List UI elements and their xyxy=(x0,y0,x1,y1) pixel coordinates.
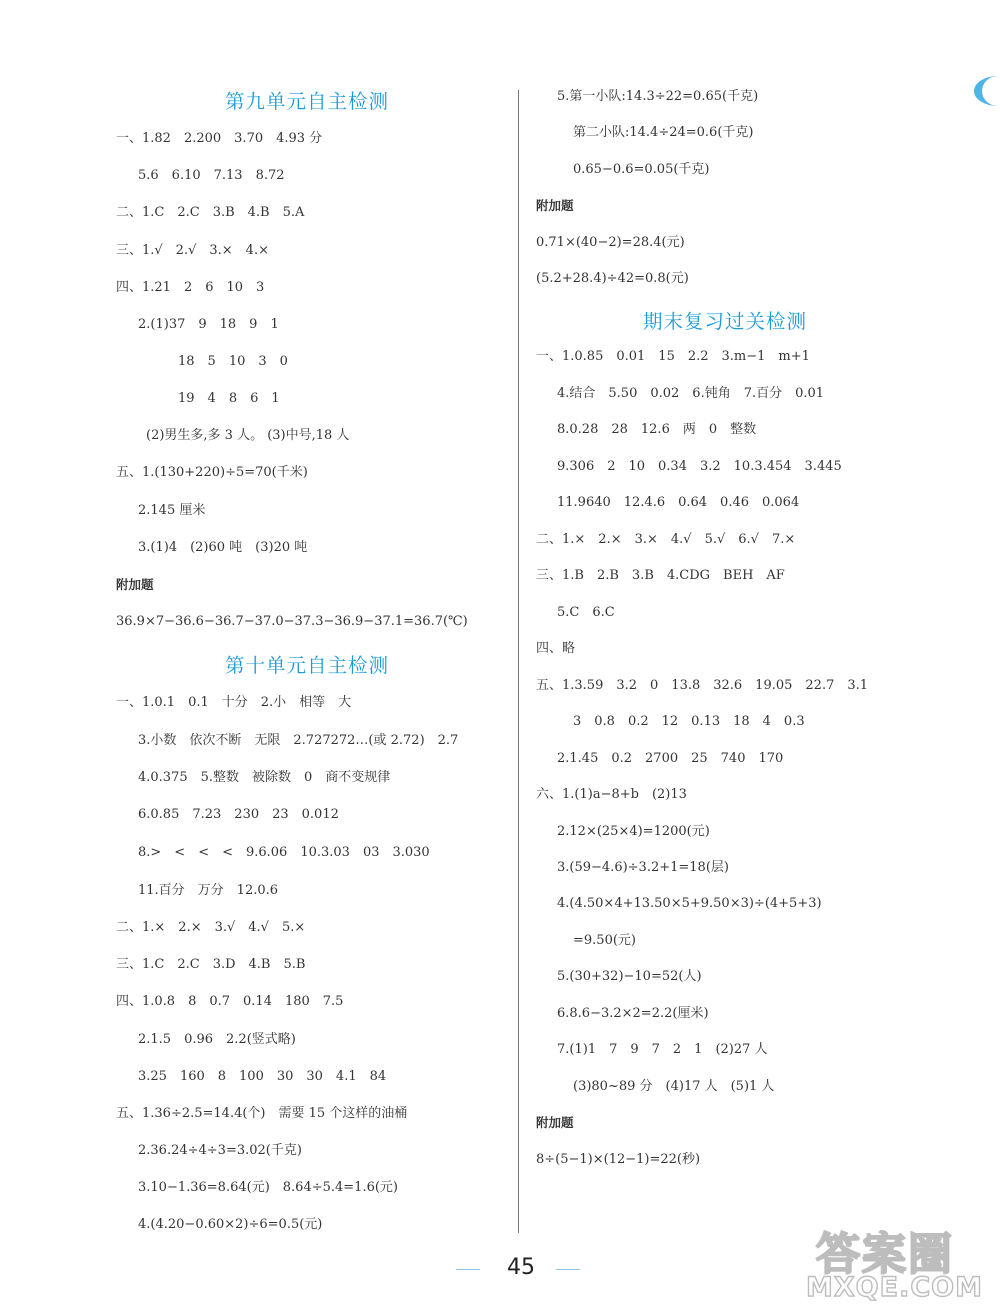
answer-line: 8÷(5−1)×(12−1)=22(秒) xyxy=(536,1152,701,1167)
answer-line: 四、略 xyxy=(536,641,576,656)
page-number: 45 xyxy=(507,1255,535,1280)
answer-line: (3)80~89 分 (4)17 人 (5)1 人 xyxy=(573,1079,775,1094)
watermark-glyphs: 答案圈 xyxy=(816,1229,954,1280)
answer-line: 5.6 6.10 7.13 8.72 xyxy=(138,168,285,183)
section-title-final-review: 期末复习过关检测 xyxy=(643,310,808,333)
section-title-unit10: 第十单元自主检测 xyxy=(225,654,390,677)
answer-line: 三、1.B 2.B 3.B 4.CDG BEH AF xyxy=(536,568,785,583)
answer-line: 二、1.C 2.C 3.B 4.B 5.A xyxy=(116,205,305,220)
answer-line: 2.1.5 0.96 2.2(竖式略) xyxy=(138,1032,296,1047)
answer-line: 2.(1)37 9 18 9 1 xyxy=(138,317,279,332)
answer-line: 3.小数 依次不断 无限 2.727272…(或 2.72) 2.7 xyxy=(138,733,459,748)
watermark-url: MXQE.COM xyxy=(806,1272,983,1303)
answer-line: 6.8.6−3.2×2=2.2(厘米) xyxy=(557,1006,709,1021)
answer-line: 5.C 6.C xyxy=(557,605,615,620)
answer-line: 0.65−0.6=0.05(千克) xyxy=(573,162,710,177)
answer-line: 三、1.√ 2.√ 3.× 4.× xyxy=(116,243,269,258)
answer-line: 二、1.× 2.× 3.× 4.√ 5.√ 6.√ 7.× xyxy=(536,532,796,547)
column-divider xyxy=(518,90,519,1233)
answer-line: 3.10−1.36=8.64(元) 8.64÷5.4=1.6(元) xyxy=(138,1180,398,1195)
answer-line: 8.0.28 28 12.6 两 0 整数 xyxy=(557,422,757,437)
bonus-heading: 附加题 xyxy=(116,577,154,592)
answer-line: 四、1.0.8 8 0.7 0.14 180 7.5 xyxy=(116,994,344,1009)
answer-line: 一、1.0.1 0.1 十分 2.小 相等 大 xyxy=(116,695,352,710)
answer-line: 2.145 厘米 xyxy=(138,503,206,518)
answer-line: 19 4 8 6 1 xyxy=(178,391,280,406)
answer-line: 二、1.× 2.× 3.√ 4.√ 5.× xyxy=(116,920,306,935)
answer-line: (2)男生多,多 3 人。 (3)中号,18 人 xyxy=(146,428,350,443)
answer-line: 五、1.3.59 3.2 0 13.8 32.6 19.05 22.7 3.1 xyxy=(536,678,869,693)
answer-line: 3 0.8 0.2 12 0.13 18 4 0.3 xyxy=(573,714,805,729)
bonus-heading: 附加题 xyxy=(536,198,574,213)
answer-line: 3.(59−4.6)÷3.2+1=18(层) xyxy=(557,860,729,875)
footer-dash-right xyxy=(556,1269,580,1270)
answer-line: 一、1.82 2.200 3.70 4.93 分 xyxy=(116,131,323,146)
answer-line: 五、1.(130+220)÷5=70(千米) xyxy=(116,465,308,480)
answer-line: 5.第一小队:14.3÷22=0.65(千克) xyxy=(557,89,759,104)
answer-line: 2.1.45 0.2 2700 25 740 170 xyxy=(557,751,784,766)
answer-line: 11.9640 12.4.6 0.64 0.46 0.064 xyxy=(557,495,800,510)
answer-line: 4.(4.20−0.60×2)÷6=0.5(元) xyxy=(138,1217,323,1232)
answer-line: 7.(1)1 7 9 7 2 1 (2)27 人 xyxy=(557,1042,768,1057)
answer-line: 第二小队:14.4÷24=0.6(千克) xyxy=(573,125,754,140)
watermark-logo xyxy=(806,1218,986,1306)
answer-line: 五、1.36÷2.5=14.4(个) 需要 15 个这样的油桶 xyxy=(116,1106,408,1121)
answer-line: 2.36.24÷4÷3=3.02(千克) xyxy=(138,1143,302,1158)
answer-line: 三、1.C 2.C 3.D 4.B 5.B xyxy=(116,957,306,972)
answer-line: 8.> < < < 9.6.06 10.3.03 03 3.030 xyxy=(138,845,430,860)
answer-line: 3.25 160 8 100 30 30 4.1 84 xyxy=(138,1069,387,1084)
answer-line: 36.9×7−36.6−36.7−37.0−37.3−36.9−37.1=36.7(℃) xyxy=(116,614,468,629)
corner-decoration-arc xyxy=(974,76,1000,106)
answer-line: =9.50(元) xyxy=(573,933,636,948)
footer-dash-left xyxy=(456,1269,480,1270)
answer-line: 四、1.21 2 6 10 3 xyxy=(116,280,265,295)
answer-line: 六、1.(1)a−8+b (2)13 xyxy=(536,787,687,802)
answer-line: 6.0.85 7.23 230 23 0.012 xyxy=(138,807,339,822)
answer-line: 18 5 10 3 0 xyxy=(178,354,288,369)
answer-line: 0.71×(40−2)=28.4(元) xyxy=(536,235,685,250)
answer-line: 4.结合 5.50 0.02 6.钝角 7.百分 0.01 xyxy=(557,386,825,401)
bonus-heading: 附加题 xyxy=(536,1115,574,1130)
answer-line: 4.0.375 5.整数 被除数 0 商不变规律 xyxy=(138,770,391,785)
answer-line: 11.百分 万分 12.0.6 xyxy=(138,883,279,898)
section-title-unit9: 第九单元自主检测 xyxy=(225,90,390,113)
answer-line: 3.(1)4 (2)60 吨 (3)20 吨 xyxy=(138,540,308,555)
answer-line: 一、1.0.85 0.01 15 2.2 3.m−1 m+1 xyxy=(536,349,810,364)
answer-line: 4.(4.50×4+13.50×5+9.50×3)÷(4+5+3) xyxy=(557,896,822,911)
answer-line: 9.306 2 10 0.34 3.2 10.3.454 3.445 xyxy=(557,459,842,474)
answer-line: 2.12×(25×4)=1200(元) xyxy=(557,824,710,839)
answer-line: (5.2+28.4)÷42=0.8(元) xyxy=(536,271,689,286)
answer-line: 5.(30+32)−10=52(人) xyxy=(557,969,702,984)
